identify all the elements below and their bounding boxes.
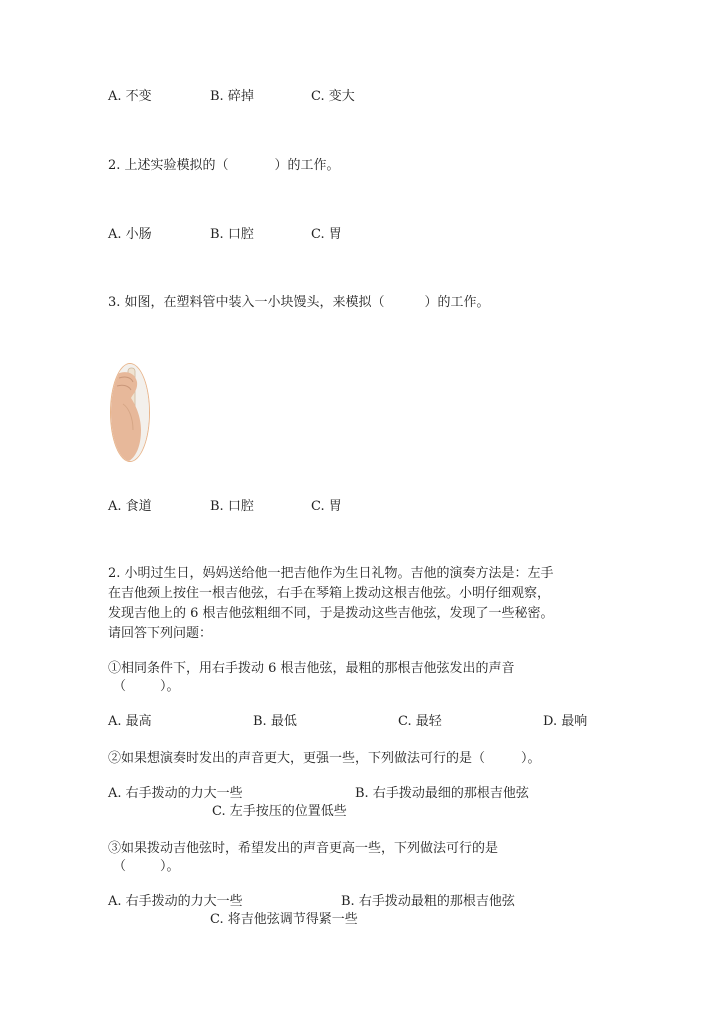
- q2-stem-prefix: 2. 上述实验模拟的（: [108, 158, 229, 173]
- q2-option-a: A. 小肠: [108, 227, 152, 242]
- sub1-stem-line-1: ①相同条件下，用右手拨动 6 根吉他弦，最粗的那根吉他弦发出的声音: [108, 661, 515, 676]
- sub1-stem-suffix: ）。: [160, 679, 180, 694]
- q3-stem: [108, 294, 490, 312]
- sub1-option-c: C. 最轻: [398, 714, 442, 729]
- passage-line-4: 请回答下列问题：: [108, 626, 213, 641]
- q2-option-c: C. 胃: [311, 227, 342, 242]
- hand-squeezing-tube-illustration: [111, 364, 149, 461]
- q2-stem-suffix: ）的工作。: [274, 158, 340, 173]
- q3-option-a: A. 食道: [108, 499, 152, 514]
- sub1-stem-prefix: （: [113, 679, 127, 694]
- sub2-option-a: A. 右手拨动的力大一些: [108, 786, 243, 801]
- sub2-option-b: B. 右手拨动最细的那根吉他弦: [355, 786, 529, 801]
- q1-option-c: C. 变大: [311, 89, 355, 104]
- q2-stem: [108, 157, 340, 175]
- passage-line-2: 在吉他颈上按住一根吉他弦，右手在琴箱上拨动这根吉他弦。小明仔细观察，: [108, 586, 551, 601]
- sub1-option-d: D. 最响: [543, 714, 588, 729]
- sub2-option-c: C. 左手按压的位置低些: [212, 804, 347, 819]
- sub2-stem-prefix: ②如果想演奏时发出的声音更大，更强一些，下列做法可行的是（: [108, 751, 486, 766]
- sub3-option-b: B. 右手拨动最粗的那根吉他弦: [341, 894, 515, 909]
- sub3-stem-prefix: （: [113, 859, 127, 874]
- q2-option-b: B. 口腔: [210, 227, 254, 242]
- q3-option-b: B. 口腔: [210, 499, 254, 514]
- passage-line-1: 2. 小明过生日，妈妈送给他一把吉他作为生日礼物。吉他的演奏方法是：左手: [108, 566, 554, 581]
- q1-option-a: A. 不变: [108, 89, 152, 104]
- sub3-option-c: C. 将吉他弦调节得紧一些: [210, 912, 358, 927]
- sub2-stem: [108, 750, 541, 768]
- sub3-stem-line-2: [113, 858, 180, 876]
- sub1-stem-line-2: [113, 678, 180, 696]
- passage-line-3: 发现吉他上的 6 根吉他弦粗细不同，于是拨动这些吉他弦，发现了一些秘密。: [108, 606, 554, 621]
- q3-stem-suffix: ）的工作。: [424, 295, 490, 310]
- q3-option-c: C. 胃: [311, 499, 342, 514]
- hand-tube-photo: [110, 363, 150, 462]
- q1-option-b: B. 碎掉: [210, 89, 254, 104]
- sub1-option-a: A. 最高: [108, 714, 152, 729]
- q3-stem-prefix: 3. 如图，在塑料管中装入一小块馒头，来模拟（: [108, 295, 385, 310]
- sub2-stem-suffix: ）。: [521, 751, 541, 766]
- sub1-option-b: B. 最低: [253, 714, 297, 729]
- sub3-stem-line-1: ③如果拨动吉他弦时，希望发出的声音更高一些，下列做法可行的是: [108, 841, 499, 856]
- sub3-stem-suffix: ）。: [160, 859, 180, 874]
- sub3-option-a: A. 右手拨动的力大一些: [108, 894, 243, 909]
